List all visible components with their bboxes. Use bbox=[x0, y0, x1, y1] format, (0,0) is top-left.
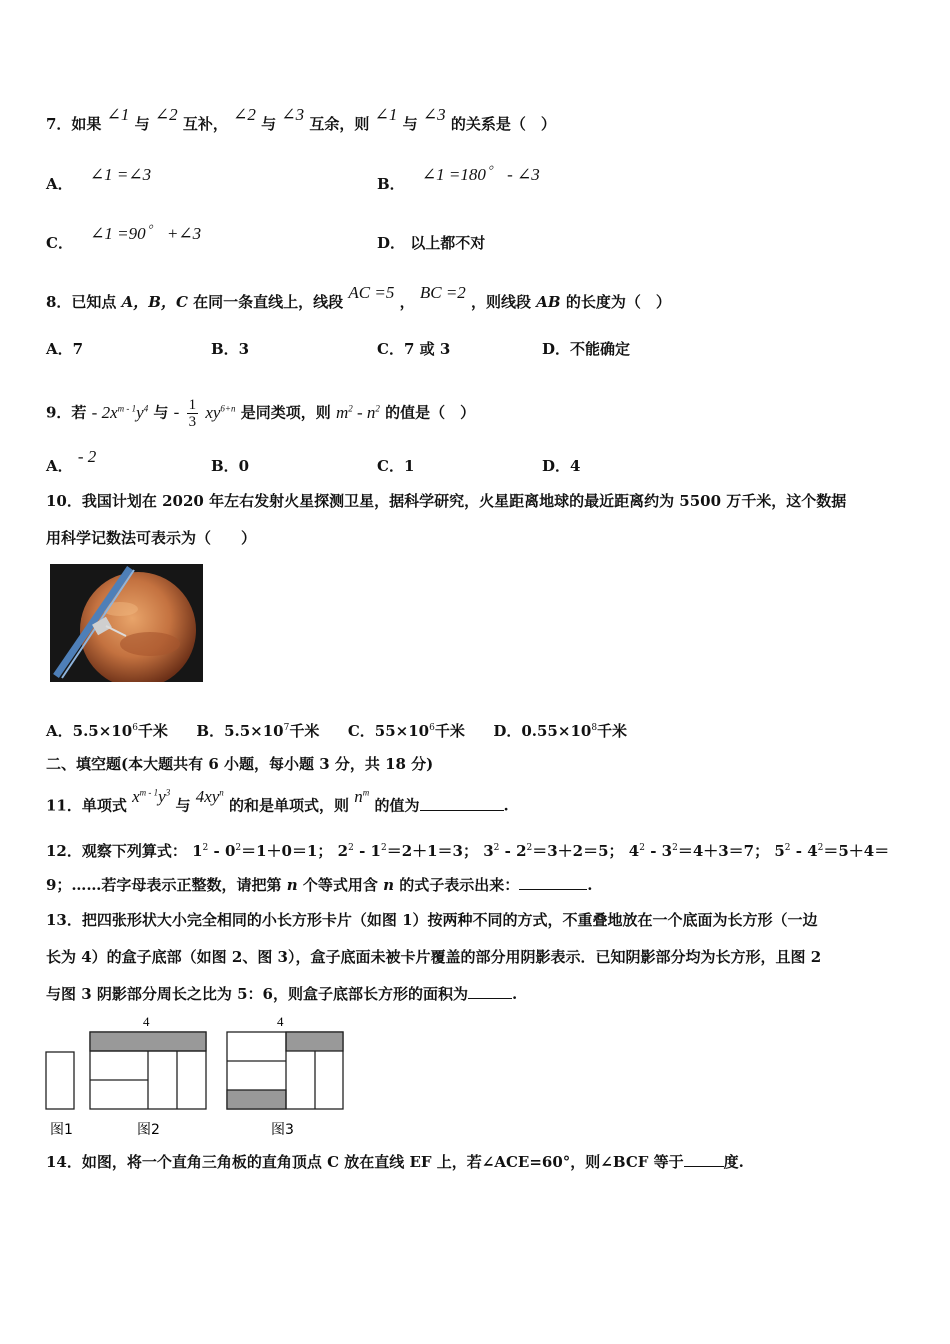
q9-option-b: B．0 bbox=[211, 457, 250, 475]
math-bc: BC =2 bbox=[419, 283, 466, 302]
option-label: C． bbox=[46, 234, 73, 252]
text: . bbox=[511, 985, 518, 1003]
text: 与 bbox=[153, 403, 169, 422]
rhs: ＝1＋0＝1； bbox=[241, 842, 333, 860]
math-sup: 6+n bbox=[220, 403, 236, 413]
section-heading: 二、填空题(本大题共有 6 小题，每小题 3 分，共 18 分) bbox=[46, 755, 434, 773]
math: - 2x bbox=[91, 402, 118, 422]
denominator: 3 bbox=[188, 414, 197, 431]
text: 互余，则 bbox=[309, 115, 370, 133]
exponent: 6 bbox=[429, 723, 435, 733]
text: 8．已知点 bbox=[46, 293, 117, 311]
rhs: ＝4＋3＝7； bbox=[677, 842, 770, 860]
text: 与 bbox=[175, 796, 191, 815]
figure2-shaded bbox=[90, 1032, 206, 1051]
num: 5 bbox=[774, 842, 785, 860]
q8-stem bbox=[46, 283, 671, 312]
q7-option-d bbox=[377, 233, 485, 253]
numerator: 1 bbox=[188, 397, 197, 414]
math-n: n bbox=[383, 876, 394, 894]
text: ，则线段 bbox=[471, 293, 532, 311]
num: - 4 bbox=[790, 842, 818, 860]
q7-lead: 7．如果 bbox=[46, 115, 102, 133]
exp: 2 bbox=[202, 843, 209, 853]
math-angle1: ∠1 bbox=[106, 105, 130, 124]
q10-line1: 10．我国计划在 2020 年左右发射火星探测卫星，据科学研究，火星距离地球的最近距离约为 5500 万千米，这个数据 bbox=[46, 492, 847, 510]
text: 的式子表示出来： bbox=[399, 876, 520, 894]
math: 4xy bbox=[195, 786, 220, 806]
num: 4 bbox=[628, 842, 640, 860]
q13-line1: 13．把四张形状大小完全相同的小长方形卡片（如图 1）按两种不同的方式，不重叠地放在一个底面为长方形（一边 bbox=[46, 911, 818, 929]
option-math: - 2 bbox=[77, 447, 97, 466]
text: 9．若 bbox=[46, 403, 87, 422]
math-angle2: ∠2 bbox=[154, 105, 178, 124]
option-math: ∠1 =∠3 bbox=[89, 165, 152, 184]
q13-line2: 长为 4）的盒子底部（如图 2、图 3），盒子底面未被卡片覆盖的部分用阴影表示．已知阴影部分均为长方形，且图 2 bbox=[46, 948, 822, 966]
math: - bbox=[173, 402, 180, 422]
q13-line3 bbox=[46, 984, 517, 1004]
math-sup: n bbox=[219, 787, 224, 797]
q9-option-a bbox=[46, 447, 97, 476]
figure3-shaded-bottom bbox=[227, 1090, 286, 1109]
q12-line1 bbox=[46, 838, 889, 861]
rhs: ＝2＋1＝3； bbox=[386, 842, 478, 860]
q12-line2 bbox=[46, 875, 592, 895]
math-ac: AC =5 bbox=[348, 283, 395, 302]
q7-option-b bbox=[377, 165, 540, 194]
text: . bbox=[503, 796, 509, 815]
rhs: ＝3＋2＝5； bbox=[532, 842, 624, 860]
figure1-label: 图1 bbox=[50, 1122, 73, 1138]
text: 是同类项，则 bbox=[240, 403, 331, 422]
math-sup: 3 bbox=[165, 787, 171, 797]
math-sup: m bbox=[362, 787, 370, 797]
q7-option-c bbox=[46, 224, 202, 253]
q9-option-c: C．1 bbox=[377, 457, 415, 475]
figure3-dimension: 4 bbox=[277, 1014, 284, 1029]
num: - 0 bbox=[208, 842, 236, 860]
text: 11．单项式 bbox=[46, 796, 127, 815]
option-c: C．55×10 bbox=[347, 722, 430, 740]
math-sup: m - 1 bbox=[139, 787, 159, 797]
option-label: A． bbox=[46, 457, 73, 475]
math: - n bbox=[352, 402, 376, 422]
text: 的值为 bbox=[374, 796, 420, 815]
unit: 千米 bbox=[434, 722, 465, 740]
math: x bbox=[132, 786, 140, 806]
num: 3 bbox=[483, 842, 494, 860]
option-label: B． bbox=[377, 175, 405, 193]
q8-option-c: C．7 或 3 bbox=[377, 340, 451, 358]
text: 与 bbox=[402, 115, 418, 133]
q8-option-b: B．3 bbox=[211, 340, 250, 358]
math: y bbox=[158, 786, 166, 806]
eq-4 bbox=[629, 842, 769, 860]
q10-options bbox=[46, 718, 627, 741]
text: 的值是（ ） bbox=[385, 403, 476, 422]
text: 在同一条直线上，线段 bbox=[193, 293, 344, 311]
option-label: D． bbox=[377, 234, 406, 252]
q10-line2: 用科学记数法可表示为（ ） bbox=[46, 529, 257, 547]
math: n bbox=[354, 786, 363, 806]
exp: 2 bbox=[493, 843, 500, 853]
points: A，B，C bbox=[121, 293, 188, 311]
math-n: n bbox=[286, 876, 298, 894]
eq-1 bbox=[192, 842, 332, 860]
exponent: 8 bbox=[591, 723, 598, 733]
exp: 2 bbox=[235, 843, 242, 853]
option-math: ∠1 =180゜ - ∠3 bbox=[421, 165, 540, 184]
figure3-shaded-top bbox=[286, 1032, 343, 1051]
text: 与 bbox=[134, 115, 150, 133]
eq-3 bbox=[483, 842, 623, 860]
math-angle1b: ∠1 bbox=[374, 105, 398, 124]
math: m bbox=[335, 402, 349, 422]
text: 个等式用含 bbox=[302, 876, 378, 894]
exp: 2 bbox=[817, 843, 824, 853]
num: - 3 bbox=[644, 842, 673, 860]
option-text: 以上都不对 bbox=[410, 234, 486, 252]
text: 9；……若字母表示正整数，请把第 bbox=[46, 876, 282, 894]
rhs: ＝5＋4＝ bbox=[823, 842, 890, 860]
q14-stem bbox=[46, 1152, 744, 1172]
text: 度. bbox=[723, 1153, 744, 1171]
math: xy bbox=[205, 402, 221, 422]
exp: 2 bbox=[639, 843, 645, 853]
option-a: A．5.5×10 bbox=[46, 722, 133, 740]
exp: 2 bbox=[784, 843, 791, 853]
q9-stem bbox=[46, 396, 475, 430]
text: 的长度为（ ） bbox=[565, 293, 671, 311]
answer-blank[interactable] bbox=[519, 875, 587, 890]
figure3-label: 图3 bbox=[271, 1122, 294, 1138]
text: 的关系是（ ） bbox=[450, 115, 556, 133]
math-angle3: ∠3 bbox=[281, 105, 305, 124]
unit: 千米 bbox=[137, 722, 168, 740]
answer-blank[interactable] bbox=[468, 984, 512, 999]
option-b: B．5.5×10 bbox=[196, 722, 284, 740]
num: 1 bbox=[192, 842, 203, 860]
text: ， bbox=[399, 293, 415, 311]
unit: 千米 bbox=[289, 722, 320, 740]
unit: 千米 bbox=[597, 722, 628, 740]
text: 12．观察下列算式： bbox=[46, 842, 187, 860]
q7-option-a bbox=[46, 165, 152, 194]
math-sup: 2 bbox=[375, 403, 380, 413]
fraction-one-third bbox=[187, 397, 199, 430]
exp: 2 bbox=[526, 843, 533, 853]
eq-5 bbox=[774, 842, 889, 860]
math-sup: m - 1 bbox=[117, 403, 137, 413]
exp: 2 bbox=[672, 843, 678, 853]
option-label: A． bbox=[46, 175, 73, 193]
figure2-label: 图2 bbox=[137, 1122, 160, 1138]
math-angle3b: ∠3 bbox=[422, 105, 446, 124]
text: 与 bbox=[261, 115, 277, 133]
q11-stem bbox=[46, 786, 509, 816]
num: - 2 bbox=[499, 842, 527, 860]
exp: 2 bbox=[348, 843, 354, 853]
q13-figures bbox=[44, 1012, 364, 1142]
math: y bbox=[136, 402, 144, 422]
q9-option-d: D．4 bbox=[542, 457, 581, 475]
figure2-dimension: 4 bbox=[143, 1014, 150, 1029]
math-sup: 4 bbox=[143, 403, 149, 413]
text: 14．如图，将一个直角三角板的直角顶点 C 放在直线 EF 上，若∠ACE=60°，则∠BCF 等于 bbox=[46, 1153, 684, 1171]
q7-stem bbox=[46, 105, 556, 134]
option-math: ∠1 =90゜ +∠3 bbox=[90, 224, 202, 243]
eq-2 bbox=[338, 842, 478, 860]
math-ab: AB bbox=[536, 293, 561, 311]
exponent: 6 bbox=[132, 723, 138, 733]
num: - 1 bbox=[353, 842, 381, 860]
q8-option-d: D．不能确定 bbox=[542, 340, 631, 358]
exponent: 7 bbox=[283, 723, 290, 733]
text: . bbox=[587, 876, 593, 894]
answer-blank[interactable] bbox=[684, 1152, 724, 1167]
mars-probe-image bbox=[50, 564, 203, 682]
math-sup: 2 bbox=[348, 403, 353, 413]
figure1-card bbox=[46, 1052, 74, 1109]
exp: 2 bbox=[380, 843, 387, 853]
option-d: D．0.55×10 bbox=[493, 722, 592, 740]
text: 互补， bbox=[182, 115, 228, 133]
text: 与图 3 阴影部分周长之比为 5：6，则盒子底部长方形的面积为 bbox=[46, 985, 468, 1003]
num: 2 bbox=[337, 842, 349, 860]
math-angle2b: ∠2 bbox=[233, 105, 256, 124]
answer-blank[interactable] bbox=[420, 796, 504, 811]
q8-option-a: A．7 bbox=[46, 340, 84, 358]
text: 的和是单项式，则 bbox=[229, 796, 350, 815]
